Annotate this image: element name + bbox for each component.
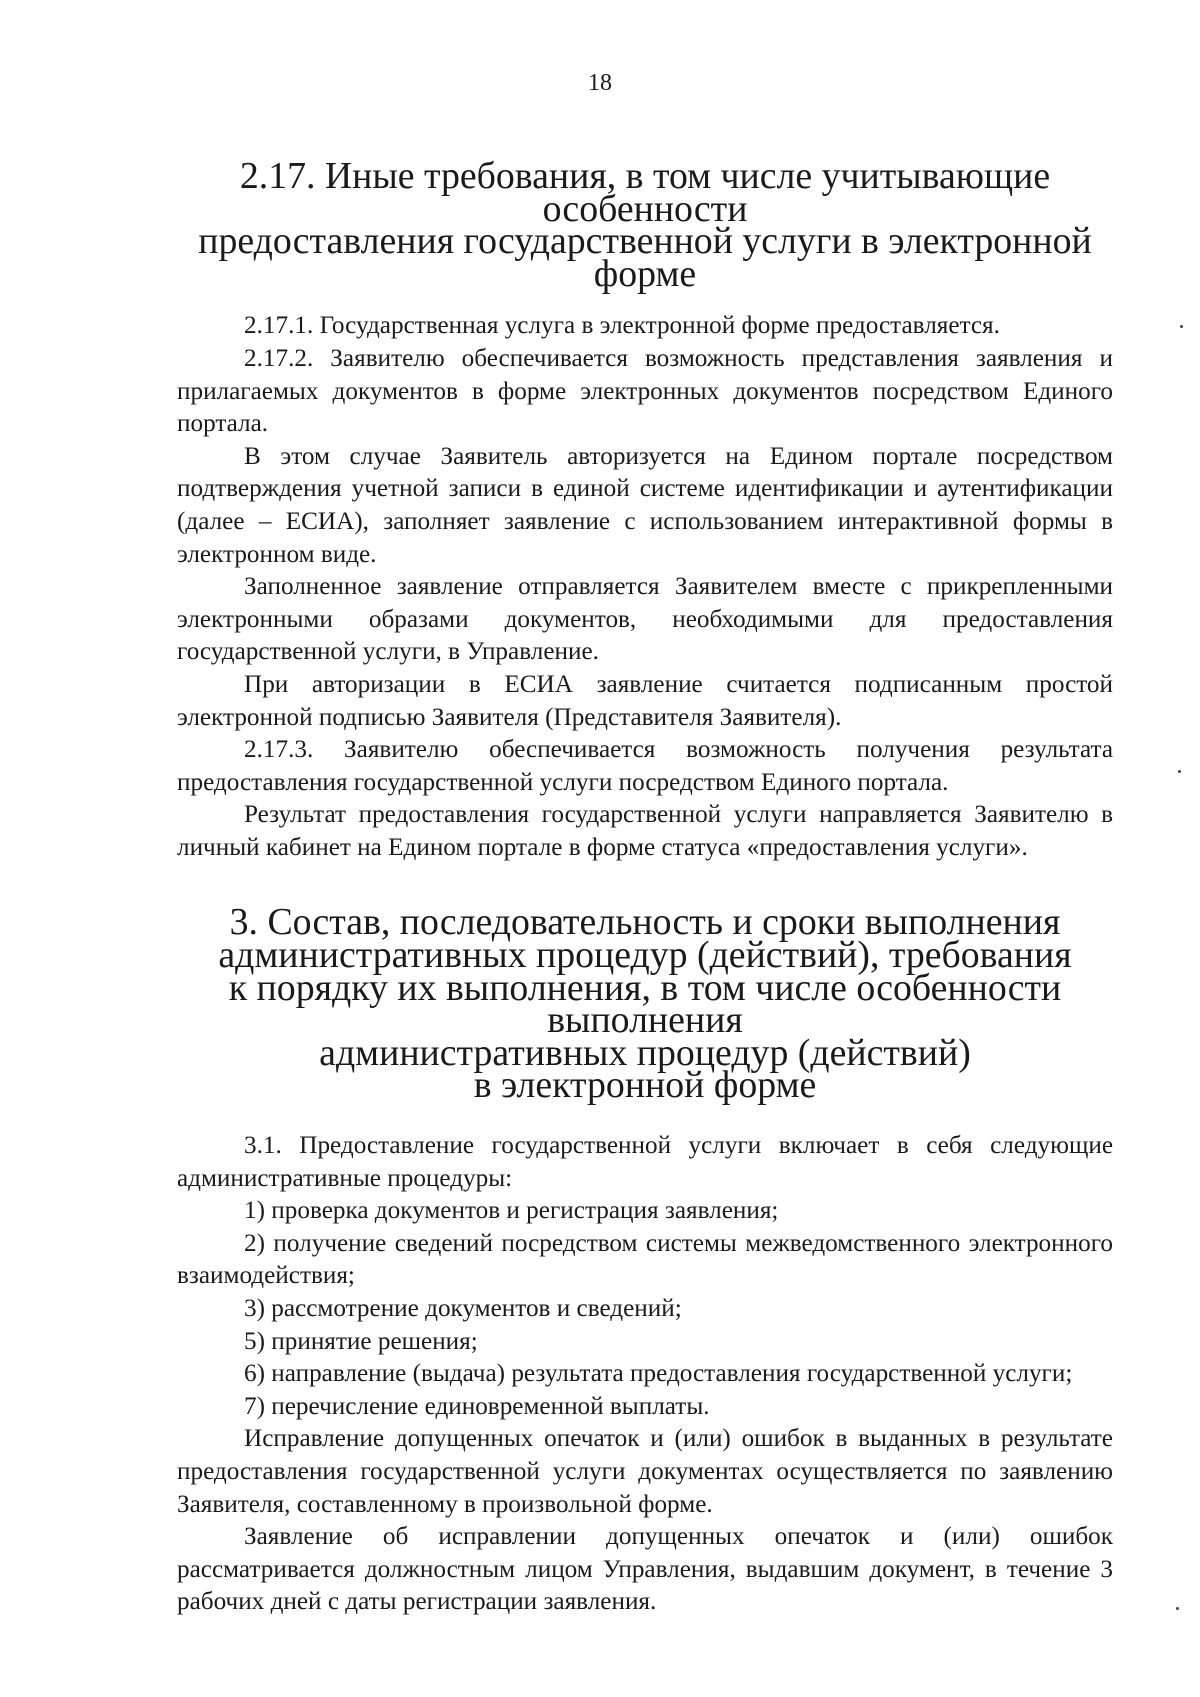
paragraph-error-correction: Исправление допущенных опечаток и (или) ошибок в выданных в результате предоставления государственной услуги документах осуществляется по заявлению Заявителя, составленному в произвольной форме.	[177, 1425, 1113, 1518]
heading-line: 3. Состав, последовательность и сроки выполнения	[229, 901, 1061, 944]
section-heading-2-17	[177, 155, 1113, 295]
list-item-procedure-2: 2) получение сведений посредством системы межведомственного электронного взаимодействия;	[177, 1229, 1113, 1290]
list-item-procedure-6: 6) направление (выдача) результата предоставления государственной услуги;	[244, 1360, 1073, 1388]
list-item-procedure-3: 3) рассмотрение документов и сведений;	[244, 1295, 682, 1322]
paragraph-correction-review: Заявление об исправлении допущенных опечаток и (или) ошибок рассматривается должностным лицом Управления, выдавшим документ, в течение 3 рабочих дней с даты регистрации заявления.	[177, 1523, 1113, 1616]
paragraph-2-17-3: 2.17.3. Заявителю обеспечивается возможность получения результата предоставления государственной услуги посредством Единого портала.	[177, 736, 1113, 796]
paragraph-2-17-1: 2.17.1. Государственная услуга в электронной форме предоставляется.	[244, 312, 1000, 340]
paragraph-esia-authorization: В этом случае Заявитель авторизуется на Едином портале посредством подтверждения учетной записи в единой системе идентификации и аутентификации (далее – ЕСИА), заполняет заявление с использованием интерактивной формы в электронном виде.	[177, 442, 1113, 568]
list-item-procedure-7: 7) перечисление единовременной выплаты.	[244, 1392, 710, 1420]
scan-speck	[1180, 325, 1183, 328]
paragraph-2-17-2: 2.17.2. Заявителю обеспечивается возможность представления заявления и прилагаемых документов в форме электронных документов посредством Единого портала.	[177, 344, 1113, 438]
heading-line: административных процедур (действий), требования	[218, 934, 1072, 977]
page-number: 18	[588, 70, 612, 96]
list-item-procedure-5: 5) принятие решения;	[244, 1327, 478, 1355]
paragraph-result-status: Результат предоставления государственной услуги направляется Заявителю в личный кабинет на Едином портале в форме статуса «предоставления услуги».	[177, 801, 1113, 861]
document-body	[177, 155, 1113, 1619]
scan-speck	[1178, 770, 1181, 773]
heading-line: административных процедур (действий)	[319, 1031, 971, 1074]
list-item-procedure-1: 1) проверка документов и регистрация заявления;	[244, 1197, 779, 1225]
heading-line: в электронной форме	[473, 1064, 817, 1107]
paragraph-simple-signature: При авторизации в ЕСИА заявление считается подписанным простой электронной подписью Заявителя (Представителя Заявителя).	[177, 670, 1113, 731]
paragraph-3-1: 3.1. Предоставление государственной услуги включает в себя следующие административные процедуры:	[177, 1132, 1113, 1192]
paragraph-filled-application: Заполненное заявление отправляется Заявителем вместе с прикрепленными электронными образами документов, необходимыми для предоставления государственной услуги, в Управление.	[177, 573, 1113, 666]
heading-line: 2.17. Иные требования, в том числе учитывающие особенности	[239, 155, 1051, 230]
heading-line: к порядку их выполнения, в том числе особенности выполнения	[228, 966, 1062, 1042]
section-heading-3	[177, 901, 1113, 1107]
scan-speck	[1176, 1607, 1179, 1610]
heading-line: предоставления государственной услуги в электронной форме	[198, 220, 1092, 295]
